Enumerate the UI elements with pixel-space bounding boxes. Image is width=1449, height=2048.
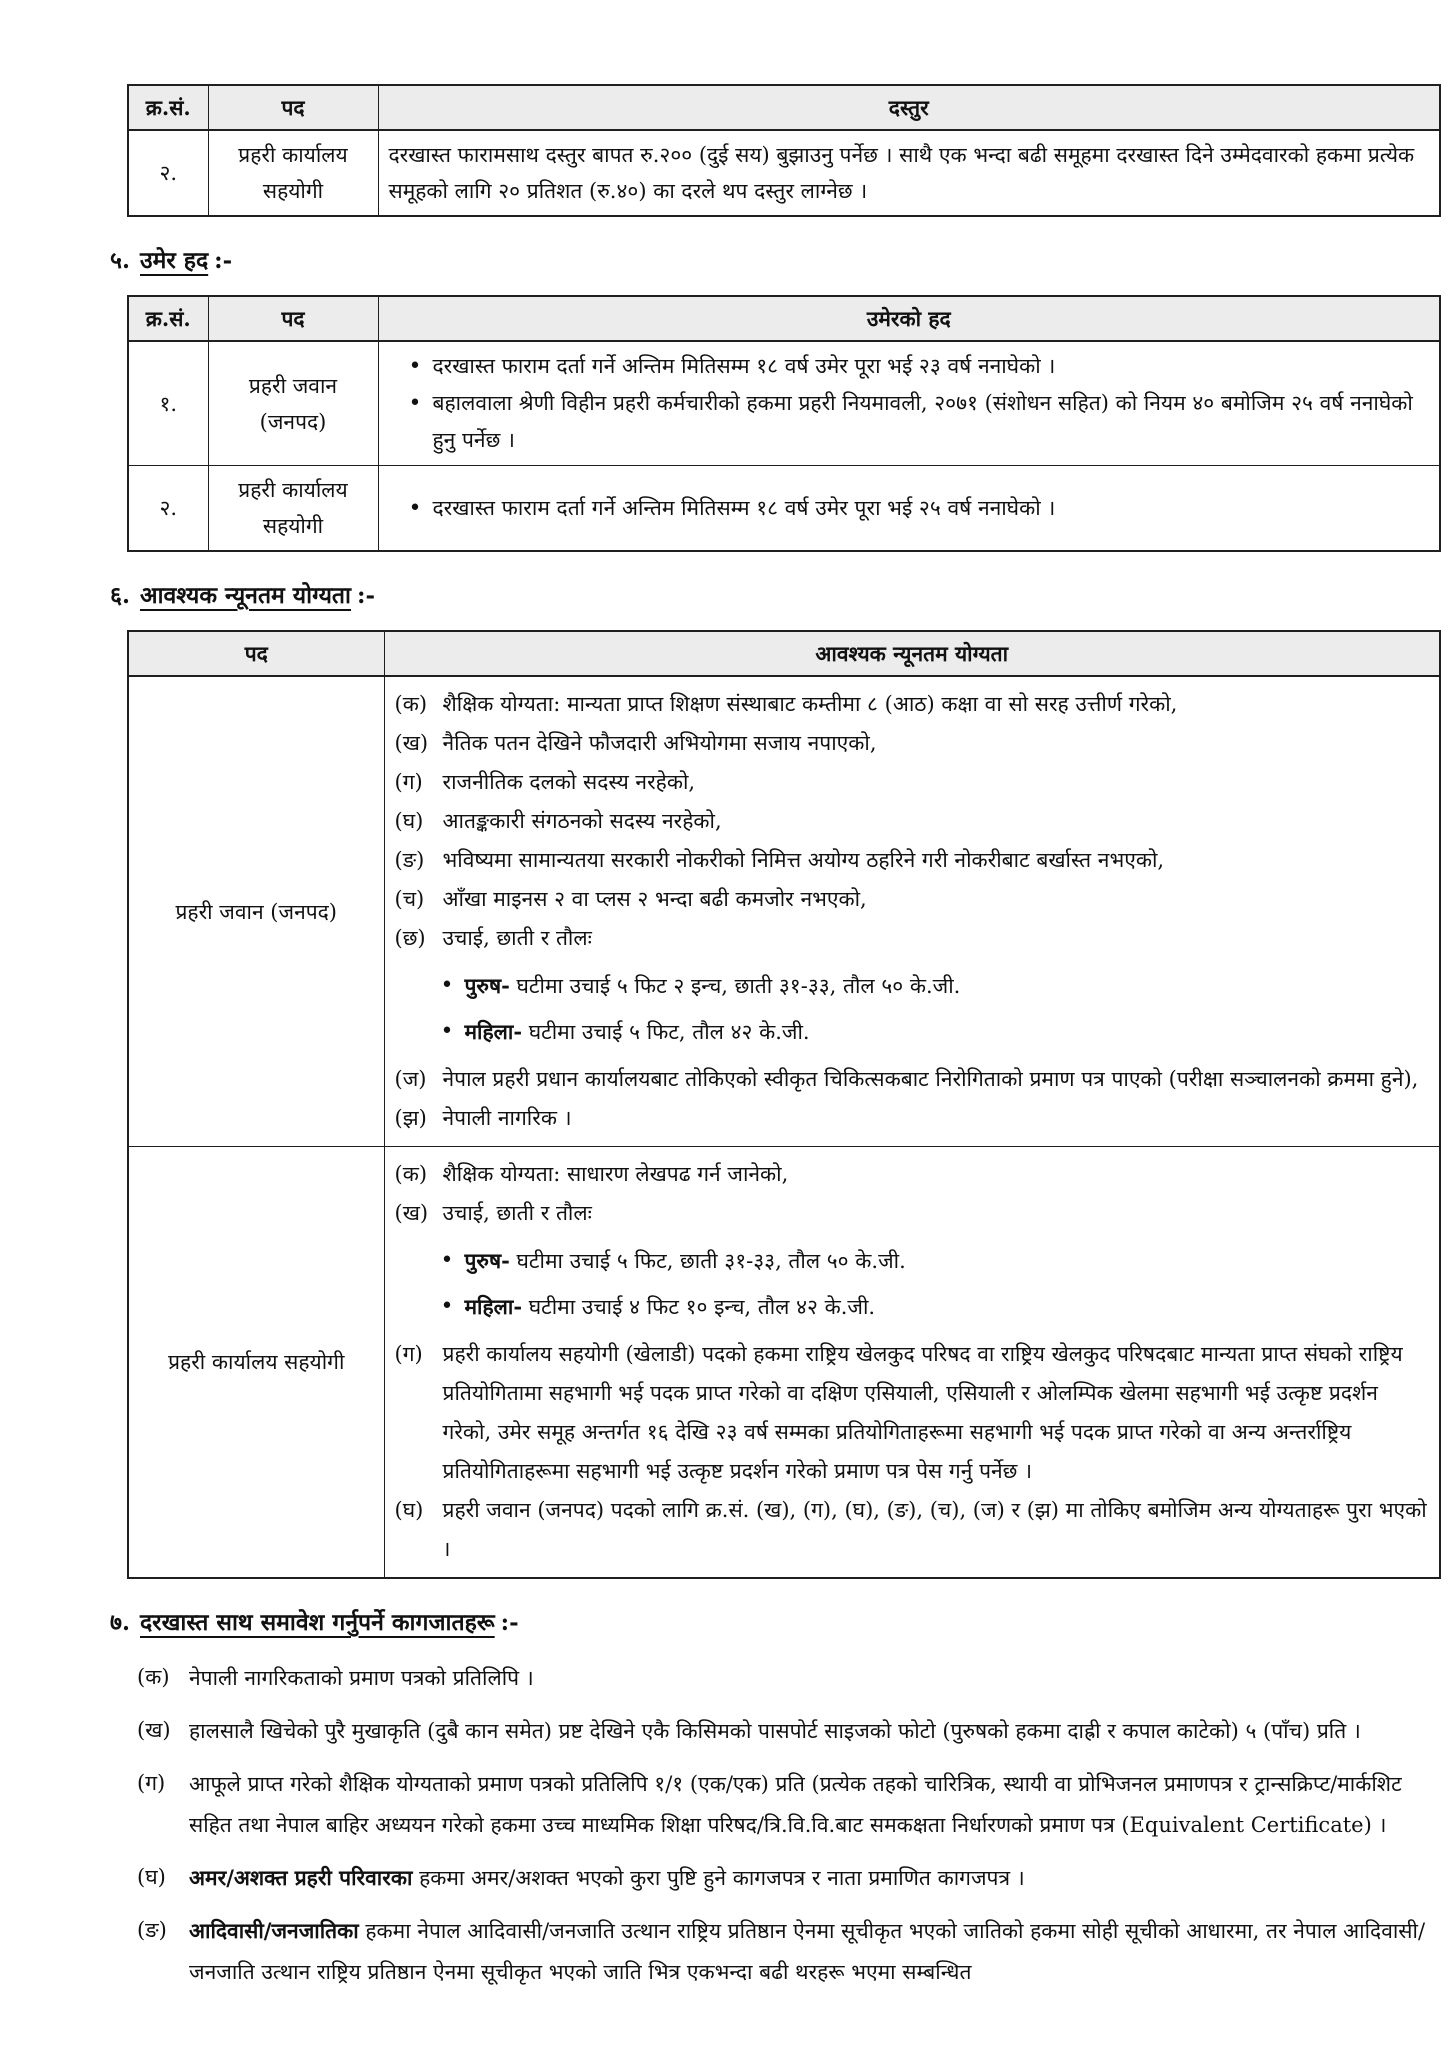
age-header-limit: उमेरको हद bbox=[378, 296, 1440, 341]
section-5-title: उमेर हद bbox=[139, 247, 209, 274]
section-7-number: ७. bbox=[110, 1609, 130, 1636]
section-5-heading bbox=[110, 245, 1441, 277]
age-row1-sn: १. bbox=[128, 341, 208, 466]
section-7-heading bbox=[110, 1607, 1441, 1639]
fee-row-sn: २. bbox=[128, 130, 208, 216]
bullet-item: • महिला- घटीमा उचाई ५ फिट, तौल ४२ के.जी. bbox=[421, 1009, 1430, 1055]
age-row2-post: प्रहरी कार्यालय सहयोगी bbox=[208, 466, 378, 552]
section-5-number: ५. bbox=[110, 247, 130, 274]
age-header-post: पद bbox=[208, 296, 378, 341]
bullet-item: • दरखास्त फाराम दर्ता गर्ने अन्तिम मितिसम्म १८ वर्ष उमेर पूरा भई २५ वर्ष ननाघेको । bbox=[389, 490, 1430, 527]
fee-table-header-row bbox=[128, 85, 1440, 130]
list-item: (ख) उचाई, छाती र तौलः bbox=[394, 1201, 592, 1225]
age-row2-limits bbox=[378, 466, 1440, 552]
section-7-suffix: :- bbox=[500, 1609, 519, 1636]
list-item: (ख) नैतिक पतन देखिने फौजदारी अभियोगमा सजाय नपाएको, bbox=[394, 731, 877, 755]
fee-table bbox=[127, 84, 1441, 217]
list-item: (च) आँखा माइनस २ वा प्लस २ भन्दा बढी कमजोर नभएको, bbox=[394, 887, 867, 911]
age-row1-post: प्रहरी जवान (जनपद) bbox=[208, 341, 378, 466]
list-item: (क) शैक्षिक योग्यता: मान्यता प्राप्त शिक्षण संस्थाबाट कम्तीमा ८ (आठ) कक्षा वा सो सरह उत्तीर्ण गरेको, bbox=[394, 692, 1178, 716]
section-6-suffix: :- bbox=[356, 582, 376, 609]
list-item: (छ) उचाई, छाती र तौलः bbox=[394, 926, 592, 950]
list-item: (घ) प्रहरी जवान (जनपद) पदको लागि क्र.सं. (ख), (ग), (घ), (ङ), (च), (ज) र (झ) मा तोकिए बमोजिम अन्य योग्यताहरू पुरा भएको । bbox=[394, 1498, 1427, 1561]
required-documents-list bbox=[137, 1657, 1441, 1993]
list-item: (ङ) भविष्यमा सामान्यतया सरकारी नोकरीको निमित्त अयोग्य ठहरिने गरी नोकरीबाट बर्खास्त नभएको, bbox=[394, 848, 1165, 872]
list-item: (ज) नेपाल प्रहरी प्रधान कार्यालयबाट तोकिएको स्वीकृत चिकित्सकबाट निरोगिताको प्रमाण पत्र पाएको (परीक्षा सञ्चालनको क्रममा हुने), bbox=[394, 1067, 1419, 1091]
age-limit-table bbox=[127, 295, 1441, 552]
fee-row-post: प्रहरी कार्यालय सहयोगी bbox=[208, 130, 378, 216]
fee-header-sn: क्र.सं. bbox=[128, 85, 208, 130]
age-header-sn: क्र.सं. bbox=[128, 296, 208, 341]
table-row bbox=[128, 466, 1440, 552]
section-6-heading bbox=[110, 580, 1441, 612]
qual-header-post: पद bbox=[128, 631, 384, 676]
list-item: (ङ) आदिवासी/जनजातिका हकमा नेपाल आदिवासी/जनजाति उत्थान राष्ट्रिय प्रतिष्ठान ऐनमा सूचीकृत भएको जातिको हकमा सोही सूचीको आधारमा, तर नेपाल आदिवासी/जनजाति उत्थान राष्ट्रिय प्रतिष्ठान ऐनमा सूचीकृत भएको जाति भित्र एकभन्दा बढी थरहरू भएमा सम्बन्धित bbox=[137, 1918, 1426, 1984]
qual-header-qualification: आवश्यक न्यूनतम योग्यता bbox=[384, 631, 1440, 676]
list-item: (क) नेपाली नागरिकताको प्रमाण पत्रको प्रतिलिपि । bbox=[137, 1665, 534, 1690]
bullet-item: • महिला- घटीमा उचाई ४ फिट १० इन्च, तौल ४२ के.जी. bbox=[421, 1284, 1430, 1330]
table-row bbox=[128, 1147, 1440, 1579]
section-5-suffix: :- bbox=[214, 247, 233, 274]
table-row bbox=[128, 130, 1440, 216]
list-item: (घ) अमर/अशक्त प्रहरी परिवारका हकमा अमर/अशक्त भएको कुरा पुष्टि हुने कागजपत्र र नाता प्रमाणित कागजपत्र । bbox=[137, 1865, 1025, 1890]
bullet-item: • पुरुष- घटीमा उचाई ५ फिट, छाती ३१-३३, तौल ५० के.जी. bbox=[421, 1238, 1430, 1284]
fee-header-fee: दस्तुर bbox=[378, 85, 1440, 130]
list-item: (ग) प्रहरी कार्यालय सहयोगी (खेलाडी) पदको हकमा राष्ट्रिय खेलकुद परिषद वा राष्ट्रिय खेलकुद परिषदबाट मान्यता प्राप्त संघको राष्ट्रिय प्रतियोगितामा सहभागी भई पदक प्राप्त गरेको वा दक्षिण एसियाली, एसियाली र ओलम्पिक खेलमा सहभागी भई उत्कृष्ट प्रदर्शन गरेको, उमेर समूह अन्तर्गत १६ देखि २३ वर्ष सम्मका प्रतियोगिताहरूमा सहभागी भई पदक प्राप्त गरेको वा अन्य अन्तर्राष्ट्रिय प्रतियोगिताहरूमा सहभागी भई उत्कृष्ट प्रदर्शन गरेको प्रमाण पत्र पेस गर्नु पर्नेछ । bbox=[394, 1342, 1403, 1483]
qualification-table bbox=[127, 630, 1441, 1579]
list-item: (घ) आतङ्ककारी संगठनको सदस्य नरहेको, bbox=[394, 809, 722, 833]
age-table-header-row bbox=[128, 296, 1440, 341]
list-item: (ख) हालसालै खिचेको पुरै मुखाकृति (दुबै कान समेत) प्रष्ट देखिने एकै किसिमको पासपोर्ट साइजको फोटो (पुरुषको हकमा दाह्री र कपाल काटेको) ५ (पाँच) प्रति । bbox=[137, 1718, 1361, 1743]
bullet-item: • दरखास्त फाराम दर्ता गर्ने अन्तिम मितिसम्म १८ वर्ष उमेर पूरा भई २३ वर्ष ननाघेको । bbox=[389, 348, 1430, 385]
section-6-title: आवश्यक न्यूनतम योग्यता bbox=[139, 582, 351, 609]
qual-row2-post: प्रहरी कार्यालय सहयोगी bbox=[128, 1147, 384, 1579]
fee-header-post: पद bbox=[208, 85, 378, 130]
section-7-title: दरखास्त साथ समावेश गर्नुपर्ने कागजातहरू bbox=[139, 1609, 495, 1636]
qual-row1-post: प्रहरी जवान (जनपद) bbox=[128, 676, 384, 1147]
qual-row1-details bbox=[384, 676, 1440, 1147]
qual-row2-details bbox=[384, 1147, 1440, 1579]
table-row bbox=[128, 676, 1440, 1147]
table-row bbox=[128, 341, 1440, 466]
bullet-item: • बहालवाला श्रेणी विहीन प्रहरी कर्मचारीको हकमा प्रहरी नियमावली, २०७१ (संशोधन सहित) को नियम ४० बमोजिम २५ वर्ष ननाघेको हुनु पर्नेछ । bbox=[389, 385, 1430, 459]
list-item: (ग) आफूले प्राप्त गरेको शैक्षिक योग्यताको प्रमाण पत्रको प्रतिलिपि १/१ (एक/एक) प्रति (प्रत्येक तहको चारित्रिक, स्थायी वा प्रोभिजनल प्रमाणपत्र र ट्रान्सक्रिप्ट/मार्कशिट सहित तथा नेपाल बाहिर अध्ययन गरेको हकमा उच्च माध्यमिक शिक्षा परिषद/त्रि.वि.वि.बाट समकक्षता निर्धारणको प्रमाण पत्र (Equivalent Certificate) । bbox=[137, 1771, 1402, 1837]
list-item: (क) शैक्षिक योग्यता: साधारण लेखपढ गर्न जानेको, bbox=[394, 1162, 789, 1186]
section-6-number: ६. bbox=[110, 582, 130, 609]
age-row2-sn: २. bbox=[128, 466, 208, 552]
fee-row-text: दरखास्त फारामसाथ दस्तुर बापत रु.२०० (दुई सय) बुझाउनु पर्नेछ । साथै एक भन्दा बढी समूहमा दरखास्त दिने उम्मेदवारको हकमा प्रत्येक समूहको लागि २० प्रतिशत (रु.४०) का दरले थप दस्तुर लाग्नेछ । bbox=[378, 130, 1440, 216]
bullet-item: • पुरुष- घटीमा उचाई ५ फिट २ इन्च, छाती ३१-३३, तौल ५० के.जी. bbox=[421, 963, 1430, 1009]
qual-table-header-row bbox=[128, 631, 1440, 676]
list-item: (ग) राजनीतिक दलको सदस्य नरहेको, bbox=[394, 770, 696, 794]
age-row1-limits bbox=[378, 341, 1440, 466]
list-item: (झ) नेपाली नागरिक । bbox=[394, 1106, 572, 1130]
